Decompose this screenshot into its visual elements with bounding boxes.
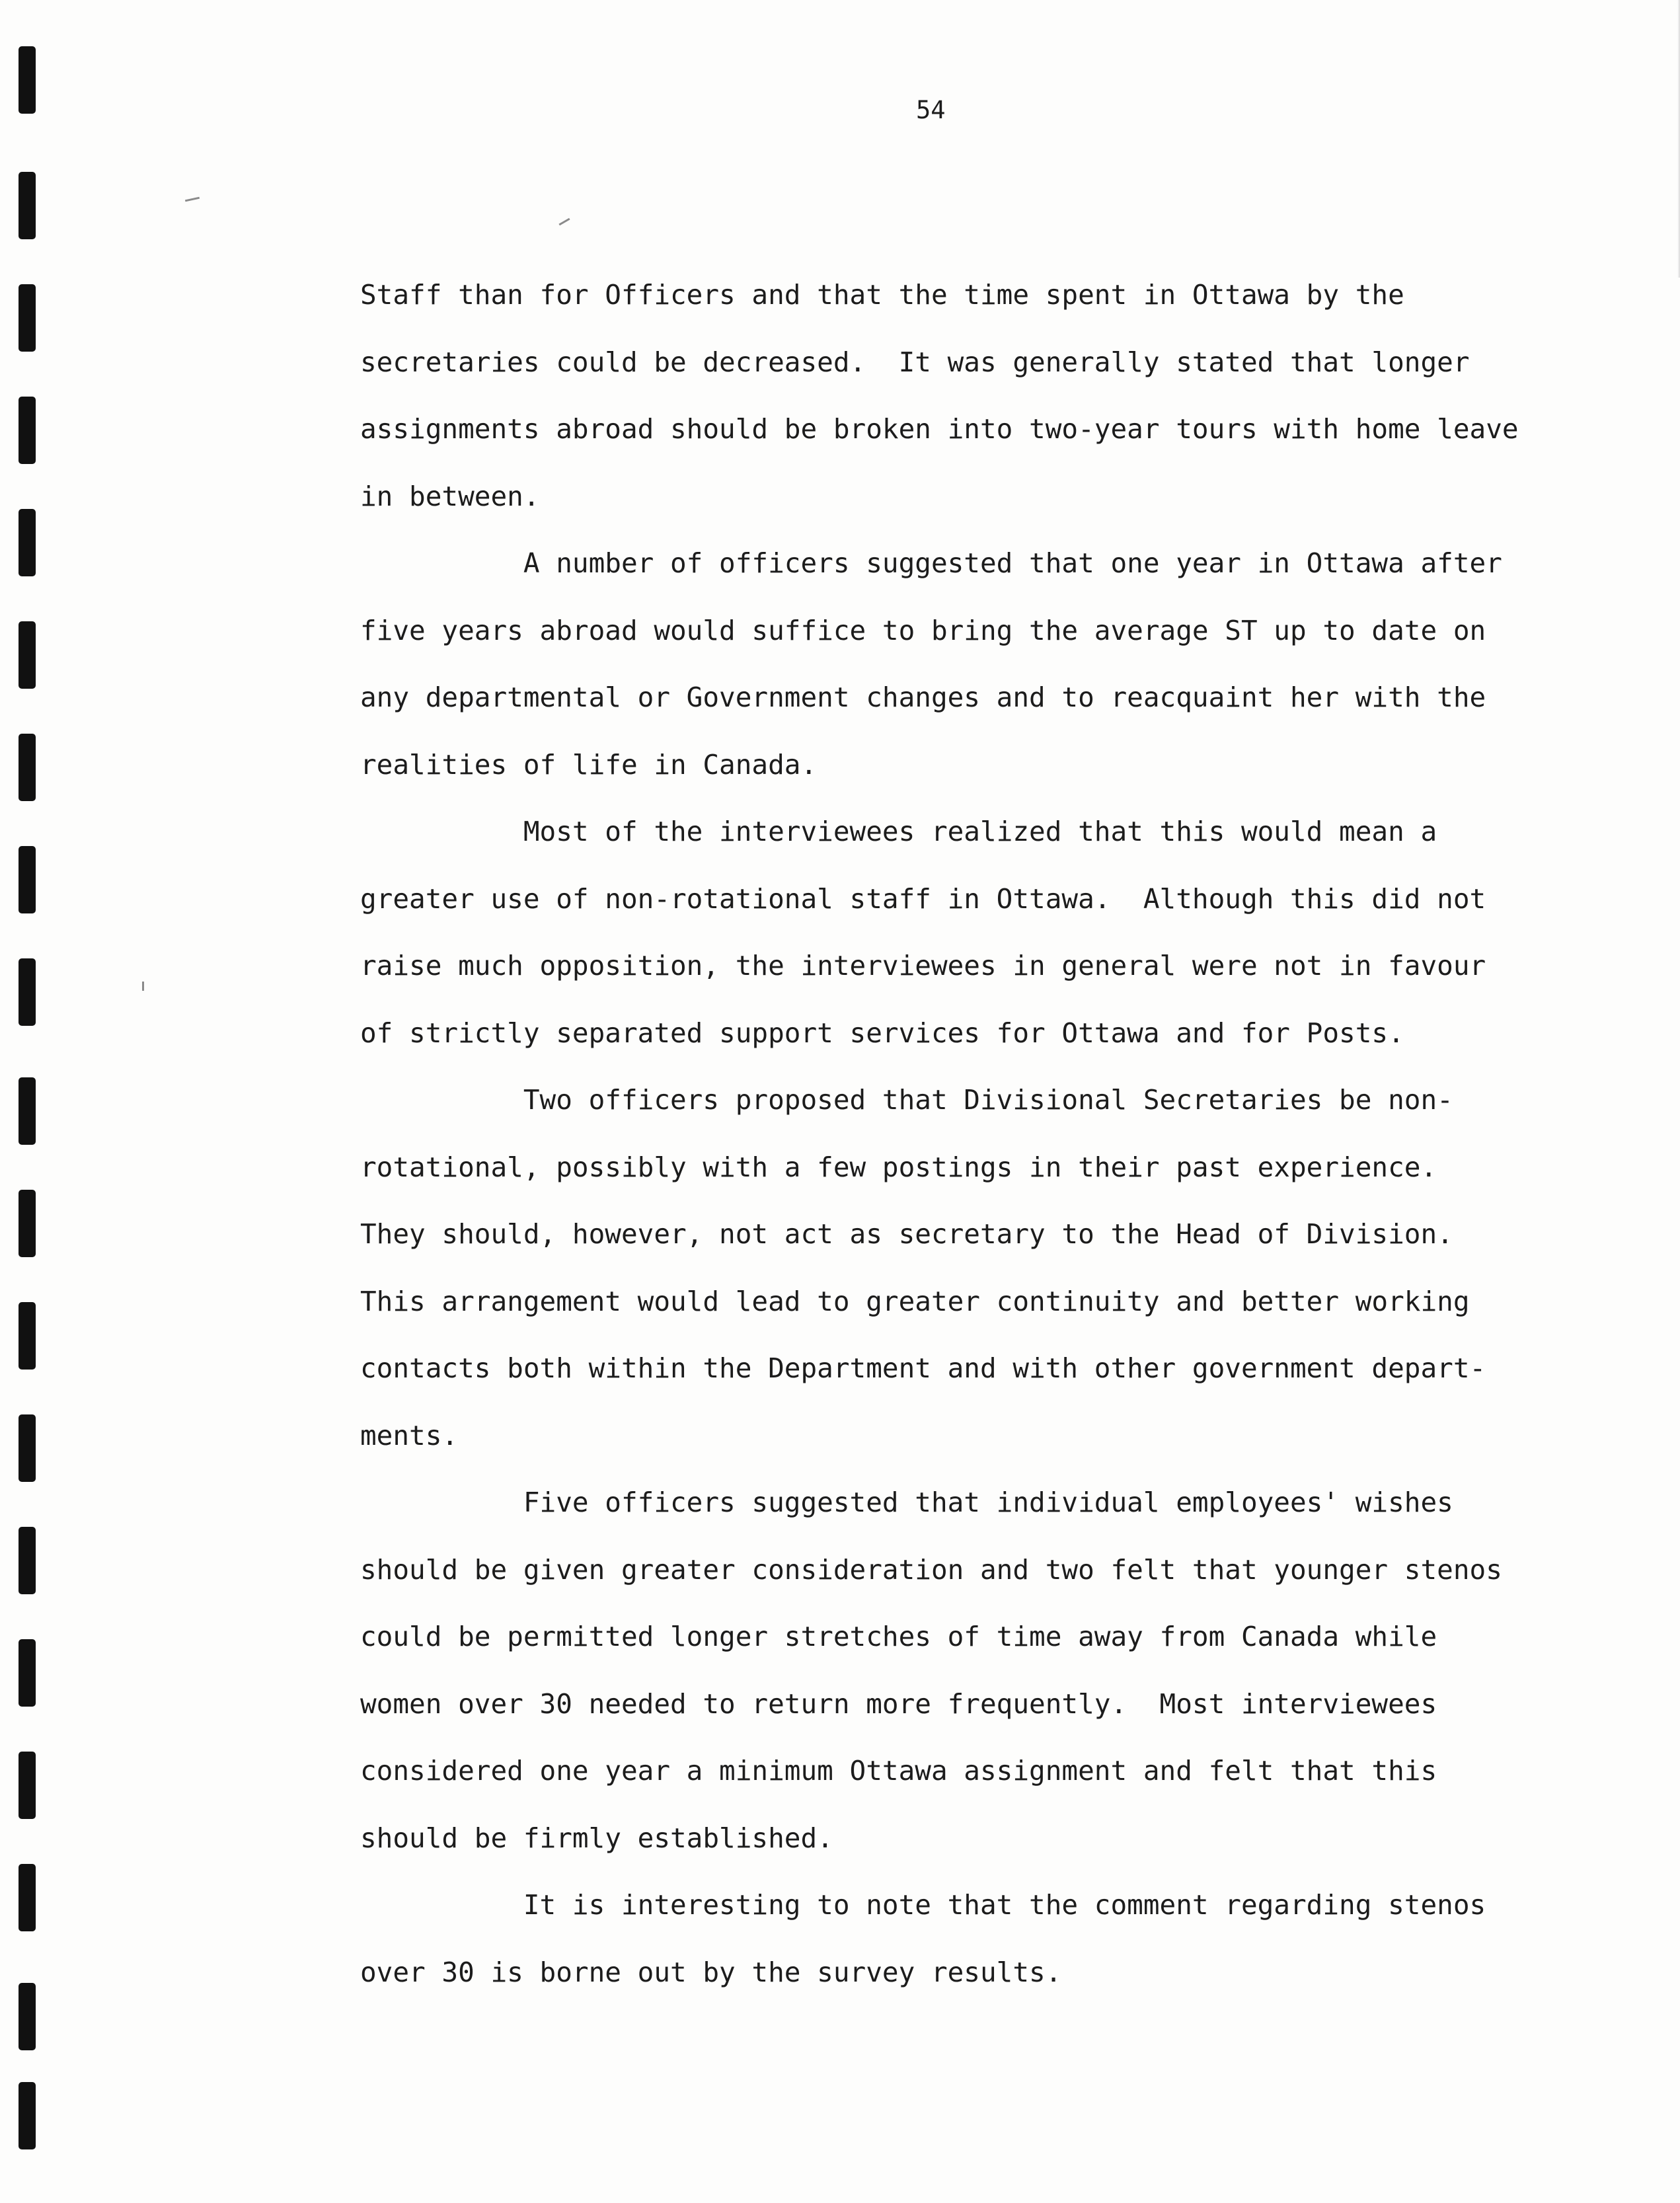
binding-hole xyxy=(19,397,36,464)
text-line: could be permitted longer stretches of time away from Canada while xyxy=(360,1621,1437,1652)
text-line: of strictly separated support services for Ottawa and for Posts. xyxy=(360,1017,1404,1049)
text-line: in between. xyxy=(360,480,540,512)
text-line: Two officers proposed that Divisional Secretaries be non- xyxy=(360,1084,1453,1116)
text-line: five years abroad would suffice to bring the average ST up to date on xyxy=(360,614,1486,646)
paragraph xyxy=(360,798,1616,1067)
binding-hole xyxy=(19,1752,36,1819)
page-number: 54 xyxy=(916,96,946,124)
binding-hole xyxy=(19,1983,36,2050)
text-line: should be firmly established. xyxy=(360,1822,833,1854)
text-line: over 30 is borne out by the survey results. xyxy=(360,1956,1062,1988)
text-line: women over 30 needed to return more frequently. Most interviewees xyxy=(360,1687,1437,1720)
binding-hole xyxy=(19,509,36,576)
binding-hole xyxy=(19,734,36,801)
binding-hole xyxy=(19,621,36,689)
text-line: greater use of non-rotational staff in Ottawa. Although this did not xyxy=(360,882,1486,915)
text-line: should be given greater consideration and two felt that younger stenos xyxy=(360,1553,1502,1586)
text-line: secretaries could be decreased. It was generally stated that longer xyxy=(360,346,1470,378)
scan-speck xyxy=(142,982,144,991)
body-text xyxy=(360,262,1616,2006)
binding-hole xyxy=(19,1864,36,1931)
paragraph xyxy=(360,1469,1616,1872)
text-line: raise much opposition, the interviewees in general were not in favour xyxy=(360,950,1486,982)
binding-hole xyxy=(19,958,36,1026)
paragraph xyxy=(360,262,1616,530)
text-line: considered one year a minimum Ottawa assignment and felt that this xyxy=(360,1755,1437,1787)
scan-speck xyxy=(185,197,200,202)
page-edge-shadow xyxy=(1677,0,1680,278)
binding-hole xyxy=(19,1527,36,1594)
text-line: ments. xyxy=(360,1419,459,1451)
text-line: any departmental or Government changes and to reacquaint her with the xyxy=(360,681,1486,713)
binding-hole xyxy=(19,2082,36,2149)
text-line: A number of officers suggested that one year in Ottawa after xyxy=(360,547,1502,579)
binding-hole xyxy=(19,1302,36,1370)
text-line: Staff than for Officers and that the time spent in Ottawa by the xyxy=(360,279,1404,311)
paragraph xyxy=(360,1872,1616,2006)
paragraph xyxy=(360,530,1616,798)
binding-hole xyxy=(19,1639,36,1707)
binding-hole xyxy=(19,1077,36,1145)
binding-marks xyxy=(19,46,45,2161)
paragraph xyxy=(360,1067,1616,1469)
binding-hole xyxy=(19,1190,36,1257)
text-line: This arrangement would lead to greater continuity and better working xyxy=(360,1285,1470,1317)
binding-hole xyxy=(19,1414,36,1482)
binding-hole xyxy=(19,46,36,114)
scan-speck xyxy=(558,218,570,226)
text-line: They should, however, not act as secretary to the Head of Division. xyxy=(360,1218,1453,1250)
text-line: assignments abroad should be broken into two-year tours with home leave xyxy=(360,413,1519,445)
text-line: It is interesting to note that the comment regarding stenos xyxy=(360,1889,1486,1921)
text-line: Five officers suggested that individual employees' wishes xyxy=(360,1487,1453,1518)
text-line: rotational, possibly with a few postings in their past experience. xyxy=(360,1151,1437,1183)
text-line: Most of the interviewees realized that this would mean a xyxy=(360,816,1437,847)
text-line: contacts both within the Department and with other government depart- xyxy=(360,1352,1486,1384)
text-line: realities of life in Canada. xyxy=(360,748,818,781)
binding-hole xyxy=(19,172,36,239)
binding-hole xyxy=(19,846,36,913)
binding-hole xyxy=(19,284,36,352)
